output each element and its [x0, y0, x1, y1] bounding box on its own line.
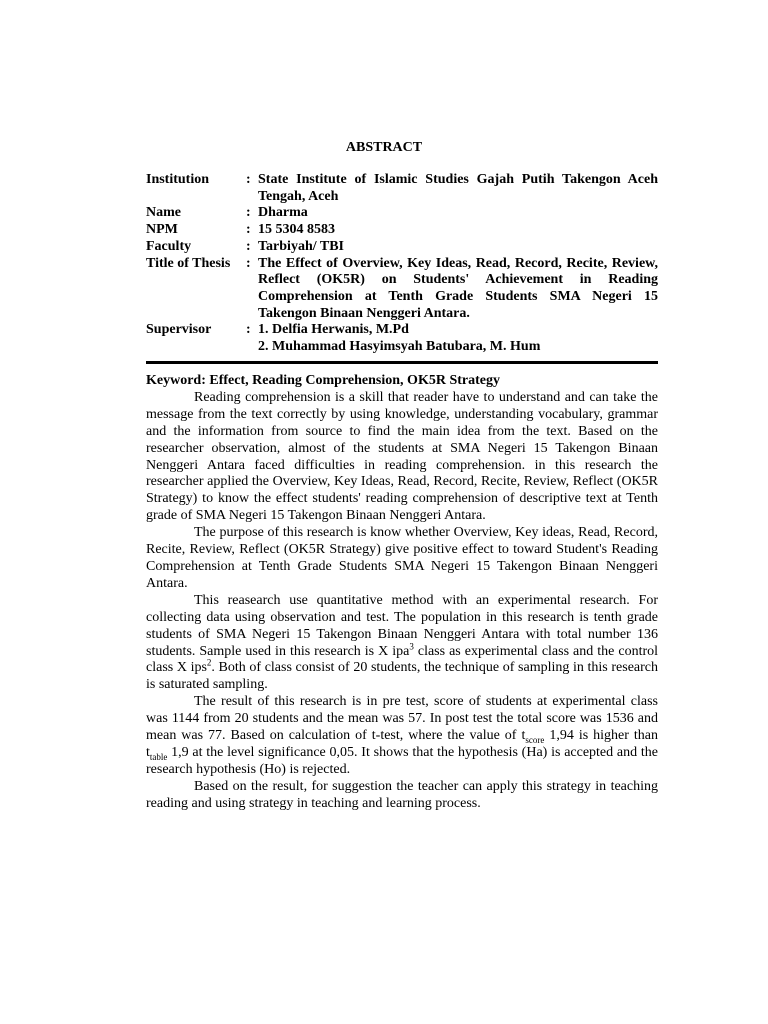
meta-colon: :: [246, 255, 251, 271]
paragraph-4-text-a: The result of this research is in pre test, score of students at experimental class was 1144 from 20 students and the mean was 57. In post test the total score was 1536 and mean was 77. Based on calculation of t-test, where the value of t: [146, 694, 658, 744]
meta-row-faculty: [146, 239, 658, 256]
divider-rule: [146, 361, 658, 364]
meta-label: Name: [146, 205, 181, 221]
meta-value: Tarbiyah/ TBI: [258, 238, 344, 254]
meta-colon: :: [246, 238, 251, 254]
paragraph-3-text-b: class as experimental class and the control class X ips: [146, 643, 659, 676]
thesis-metadata: [146, 172, 658, 356]
paragraph-4-text-c: 1,9 at the level significance 0,05. It shows that the hypothesis (Ha) is accepted and the research hypothesis (Ho) is rejected.: [146, 744, 658, 777]
paragraph-3: [146, 593, 658, 694]
superscript-3: 3: [409, 640, 414, 651]
subscript-score: score: [525, 734, 545, 745]
paragraph-3-text-a: This reasearch use quantitative method with an experimental research. For collecting data using observation and test. The population in this research is tenth grade students of SMA Negeri 15 Takengon Binaan Nenggeri Antara with total number 136 students. Sample used in this research is X ipa: [146, 592, 658, 659]
meta-value: The Effect of Overview, Key Ideas, Read, Record, Recite, Review, Reflect (OK5R) on Students' Achievement in Reading Comprehension at Tenth Grade Students SMA Negeri 15 Takengon Binaan Nenggeri Antara.: [258, 255, 658, 321]
meta-label: NPM: [146, 222, 178, 238]
paragraph-5: Based on the result, for suggestion the teacher can apply this strategy in teaching reading and using strategy in teaching and learning process.: [146, 778, 658, 811]
meta-label: Institution: [146, 172, 210, 187]
meta-value: State Institute of Islamic Studies Gajah Putih Takengon Aceh Tengah, Aceh: [258, 172, 658, 204]
meta-value: [258, 322, 658, 355]
meta-value: Dharma: [258, 205, 308, 221]
subscript-table: table: [149, 751, 168, 762]
meta-label: Supervisor: [146, 322, 212, 338]
meta-colon: :: [246, 322, 251, 338]
paragraph-2: The purpose of this research is know whether Overview, Key ideas, Read, Record, Recite, Review, Reflect (OK5R Strategy) give positive effect to toward Student's Reading Comprehension at Tenth Grade Students SMA Negeri 15 Takengon Binaan Nenggeri Antara.: [146, 525, 658, 591]
superscript-2: 2: [206, 657, 212, 668]
paragraph-3-text-c: . Both of class consist of 20 students, the technique of sampling in this research is saturated sampling.: [146, 660, 658, 693]
supervisor-1: 1. Delfia Herwanis, M.Pd: [258, 322, 409, 338]
supervisor-2: 2. Muhammad Hasyimsyah Batubara, M. Hum: [258, 339, 541, 355]
paragraph-4-text-b: 1,94 is higher than t: [146, 728, 658, 760]
abstract-body: [146, 373, 658, 813]
meta-label: Faculty: [146, 238, 192, 254]
paragraph-1: Reading comprehension is a skill that reader have to understand and can take the message from the text correctly by using knowledge, understanding vocabulary, grammar and the information from source to find the main idea from the text. Based on the researcher observation, almost of the students at SMA Negeri 15 Takengon Binaan Nenggeri Antara faced difficulties in reading comprehension. in this research the researcher applied the Overview, Key Ideas, Read, Record, Recite, Review, Reflect (OK5R Strategy) to know the effect students' reading comprehension of descriptive text at Tenth grade of SMA Negeri 15 Takengon Binaan Nenggeri Antara.: [146, 389, 658, 524]
meta-row-supervisor: [146, 322, 658, 355]
meta-row-npm: [146, 222, 658, 239]
meta-colon: :: [246, 222, 251, 238]
meta-value: 15 5304 8583: [258, 222, 335, 238]
meta-colon: :: [246, 172, 251, 187]
meta-row-institution: [146, 172, 658, 205]
paragraph-4: [146, 694, 658, 779]
keywords: Keyword: Effect, Reading Comprehension, OK5R Strategy: [146, 373, 500, 388]
meta-row-title-of-thesis: [146, 256, 658, 323]
meta-colon: :: [246, 205, 251, 221]
meta-label: Title of Thesis: [146, 255, 231, 271]
meta-row-name: [146, 205, 658, 222]
abstract-title: ABSTRACT: [345, 140, 423, 155]
